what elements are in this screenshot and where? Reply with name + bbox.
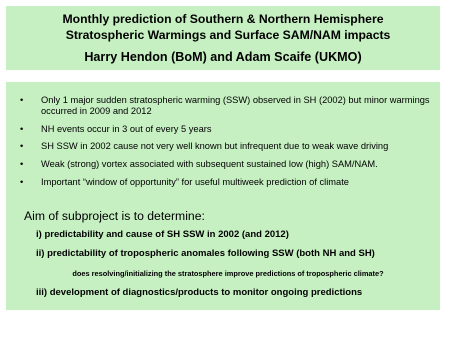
aim-item: i) predictability and cause of SH SSW in 2002 (and 2012) bbox=[36, 229, 289, 240]
bullet-marker: • bbox=[20, 95, 24, 105]
title-panel bbox=[6, 6, 440, 70]
content-panel bbox=[6, 82, 440, 310]
aim-item: ii) predictability of tropospheric anomales following SSW (both NH and SH) bbox=[36, 248, 375, 259]
bullet-text: Weak (strong) vortex associated with subsequent sustained low (high) SAM/NAM. bbox=[41, 159, 378, 169]
bullet-text: SH SSW in 2002 cause not very well known but infrequent due to weak wave driving bbox=[41, 141, 389, 151]
bullet-marker: • bbox=[20, 124, 24, 134]
title-line-1: Monthly prediction of Southern & Northern Hemisphere bbox=[62, 12, 384, 26]
bullet-marker: • bbox=[20, 177, 24, 187]
bullet-text: NH events occur in 3 out of every 5 years bbox=[41, 124, 212, 134]
bullet-text: Important “window of opportunity” for useful multiweek prediction of climate bbox=[41, 177, 349, 187]
bullet-marker: • bbox=[20, 141, 24, 151]
aim-item: iii) development of diagnostics/products to monitor ongoing predictions bbox=[36, 287, 363, 298]
aim-heading bbox=[24, 209, 205, 223]
bullet-text: Only 1 major sudden stratospheric warming (SSW) observed in SH (2002) but minor warmings occurred in 2009 and 2012 bbox=[41, 95, 430, 116]
bullet-marker: • bbox=[20, 159, 24, 169]
aim-heading-text: Aim of subproject is to determine bbox=[24, 209, 202, 223]
title-authors: Harry Hendon (BoM) and Adam Scaife (UKMO) bbox=[84, 50, 362, 64]
title-line-2: Stratospheric Warmings and Surface SAM/NAM impacts bbox=[65, 28, 391, 42]
aim-sub-question: does resolving/initializing the stratosphere improve predictions of tropospheric climate? bbox=[72, 269, 384, 278]
aim-heading-colon: : bbox=[201, 209, 205, 223]
